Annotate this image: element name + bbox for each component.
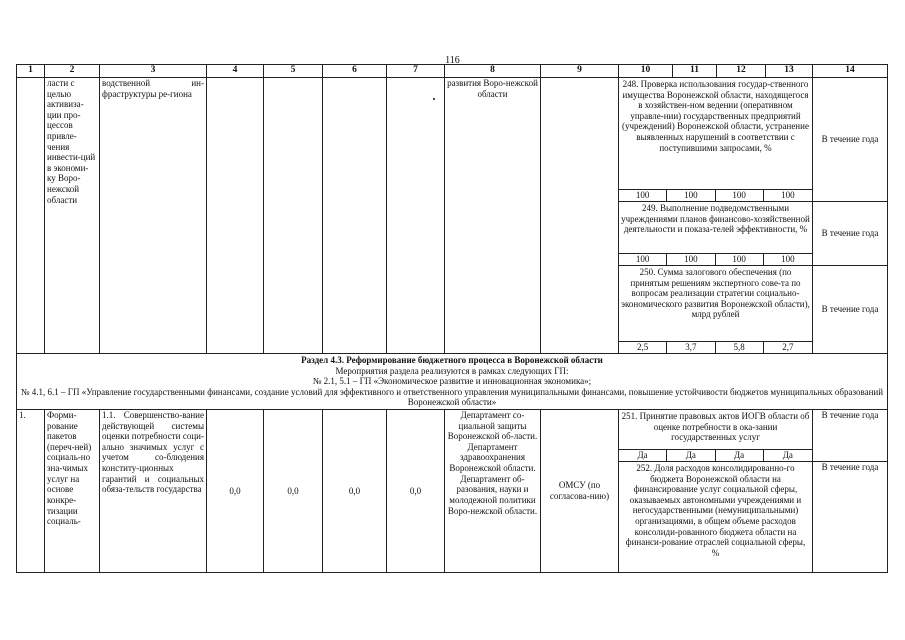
col-header: 5 [264, 65, 323, 78]
value-cell: 100 [667, 254, 715, 265]
finance-cell: 0,0 [207, 410, 264, 573]
col-header: 8 [445, 65, 541, 78]
value-cell: 5,8 [716, 342, 764, 353]
indicator-text: 249. Выполнение подведомственными учреждениями планов финансово-хозяйственной деятельности и показа-телей эффективности, % [621, 203, 810, 235]
value-cell: Да [782, 450, 793, 461]
indicator-values [619, 253, 812, 265]
indicator-cell [619, 410, 813, 462]
term-cell: В течение года [813, 266, 888, 354]
indicator-cell [619, 462, 813, 573]
col-header: 10 [619, 65, 673, 78]
col-header: 11 [673, 65, 717, 78]
value-cell: 100 [667, 190, 715, 201]
indicator-text: 252. Доля расходов консолидированно-го бюджета Воронежской области на финансирование услуг социальной сферы, оказываемых автономными учреждениями и негосударственными (немуниципальными) организациями, в общем объеме расходов консолиди-рованного бюджета области на финанси-рование отраслей социальной сферы, % [625, 463, 806, 558]
col-header: 3 [100, 65, 207, 78]
row-number: 1. [17, 410, 45, 573]
col-header: 4 [207, 65, 264, 78]
goal-cell: Форми-рование пакетов (переч-ней) социаль-но зна-чимых услуг на основе конкре-тизации социаль- [45, 410, 100, 573]
value-cell: 3,7 [667, 342, 715, 353]
col-header: 13 [766, 65, 813, 78]
program-table [16, 64, 888, 573]
page-number: 116 [445, 55, 460, 66]
indicator-values [619, 341, 812, 353]
value-cell: Да [667, 450, 715, 461]
value-cell: 100 [619, 190, 667, 201]
col-header: 14 [813, 65, 888, 78]
col-header: 6 [323, 65, 387, 78]
value-cell: 100 [716, 190, 764, 201]
indicator-cell [619, 78, 813, 202]
value-cell: Да [716, 450, 764, 461]
executor-cell: Департамент со-циальной защиты Воронежской об-ласти. Департамент здравоохранения Воронежской области. Департамент об-разования, науки и молодежной политики Воро-нежской области. [445, 410, 541, 573]
term-cell: В течение года [813, 78, 888, 202]
value-cell: 2,7 [782, 342, 794, 352]
section-line: № 2.1, 5.1 – ГП «Экономическое развитие и инновационная экономика»; [312, 376, 592, 387]
col-header: 1 [17, 65, 45, 78]
indicator-text: 251. Принятие правовых актов ИОГВ области об оценке потребности в ока-зании государственных услуг [621, 411, 810, 443]
term-cell: В течение года [813, 202, 888, 266]
section-line: № 4.1, 6.1 – ГП «Управление государственными финансами, создание условий для эффективного и ответственного управления муниципальными финансами, повышение устойчивости бюджетов муниципальных образований Воронежской области» [20, 386, 884, 408]
indicator-cell [619, 266, 813, 354]
indicator-text: 248. Проверка использования государ-ственного имущества Воронежской области, находящегося в хозяйствен-ном ведении (оперативном управле-нии) государственных предприятий (учреждений) Воронежской области, устранение выявленных нарушений в соответствии с поступившими запросами, % [622, 79, 809, 153]
column-number-row [17, 65, 888, 78]
section-line: Мероприятия раздела реализуются в рамках следующих ГП: [335, 365, 569, 376]
task-cell: водственной ин-фраструктуры ре-гиона [100, 78, 207, 354]
value-cell: 100 [781, 190, 795, 200]
table-row [17, 78, 888, 202]
col-header: 12 [717, 65, 766, 78]
value-cell: 100 [716, 254, 764, 265]
indicator-values [619, 189, 812, 201]
col-header: 7 [387, 65, 445, 78]
executor-cell: развития Воро-нежской области [445, 78, 541, 354]
value-cell: Да [619, 450, 667, 461]
value-cell: 100 [619, 254, 667, 265]
col-header: 9 [541, 65, 619, 78]
col-header: 2 [45, 65, 100, 78]
value-cell: 100 [781, 254, 795, 264]
section-title: Раздел 4.3. Реформирование бюджетного процесса в Воронежской области [301, 355, 603, 365]
indicator-values [619, 449, 812, 461]
finance-cell: 0,0 [387, 410, 445, 573]
section-row [17, 354, 888, 410]
finance-cell: 0,0 [323, 410, 387, 573]
term-cell: В течение года [813, 462, 888, 573]
goal-cell: ласти с целью активиза-ции про-цессов привле-чения инвести-ций в экономи-ку Воро-нежской области [45, 78, 100, 354]
term-cell: В течение года [813, 410, 888, 462]
finance-cell: 0,0 [264, 410, 323, 573]
value-cell: 2,5 [619, 342, 667, 353]
table-row [17, 410, 888, 462]
dot-mark [433, 98, 435, 100]
coexecutor-cell: ОМСУ (по согласова-нию) [541, 410, 619, 573]
indicator-text: 250. Сумма залогового обеспечения (по принятым решениям экспертного сове-та по вопросам реализации стратегии социально-экономического развития Воронежской области), млрд рублей [621, 267, 810, 320]
task-cell: 1.1. Совершенство-вание действующей системы оценки потребности соци-ально значимых услуг с учетом со-блюдения конститу-ционных гарантий и социальных обяза-тельств государства [100, 410, 207, 573]
indicator-cell [619, 202, 813, 266]
